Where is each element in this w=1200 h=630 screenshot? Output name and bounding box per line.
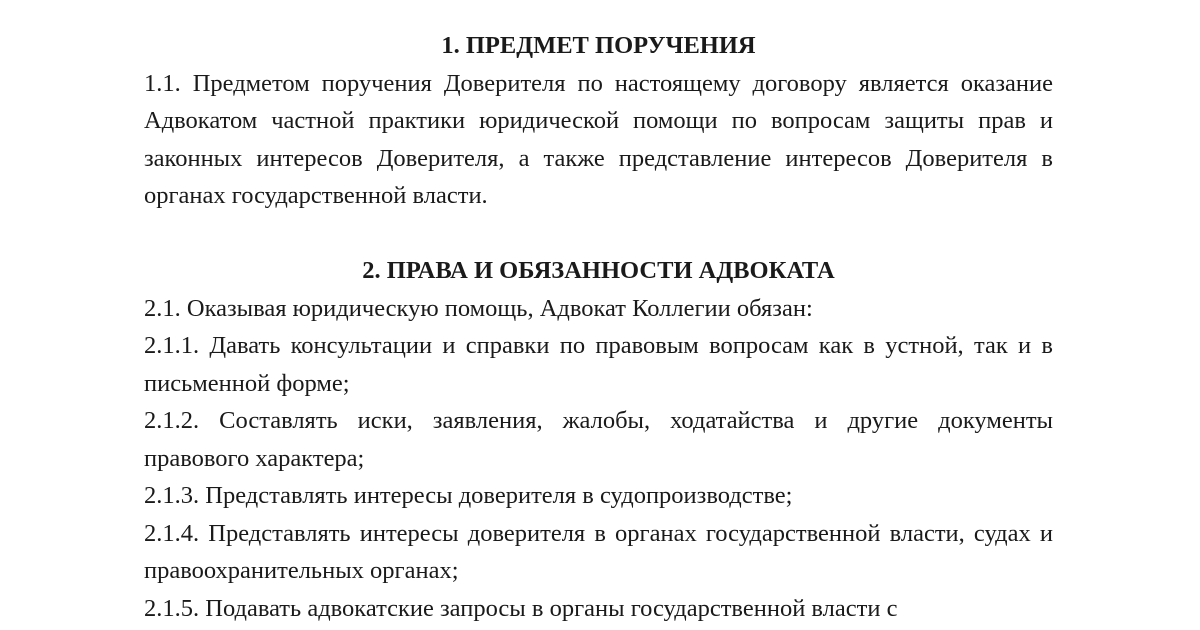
paragraph-2-1-5: 2.1.5. Подавать адвокатские запросы в органы государственной власти с	[144, 594, 898, 622]
paragraph-2-1-4: 2.1.4. Представлять интересы доверителя в органах государственной власти, судах и правоохранительных органах;	[144, 519, 1053, 584]
section-spacer	[144, 215, 1053, 253]
paragraph-1-1: 1.1. Предметом поручения Доверителя по настоящему договору является оказание Адвокатом частной практики юридической помощи по вопросам защиты прав и законных интересов Доверителя, а также представление интересов Доверителя в органах государственной власти.	[144, 69, 1053, 209]
section-2-heading: 2. ПРАВА И ОБЯЗАННОСТИ АДВОКАТА	[362, 257, 835, 284]
paragraph-2-1-3: 2.1.3. Представлять интересы доверителя в судопроизводстве;	[144, 482, 793, 509]
document-body	[144, 27, 1053, 627]
paragraph-2-1: 2.1. Оказывая юридическую помощь, Адвокат Коллегии обязан:	[144, 294, 813, 322]
paragraph-2-1-1: 2.1.1. Давать консультации и справки по правовым вопросам как в устной, так и в письменной форме;	[144, 332, 1053, 397]
section-1-heading: 1. ПРЕДМЕТ ПОРУЧЕНИЯ	[441, 32, 756, 59]
paragraph-2-1-2: 2.1.2. Составлять иски, заявления, жалобы, ходатайства и другие документы правового характера;	[144, 407, 1053, 472]
